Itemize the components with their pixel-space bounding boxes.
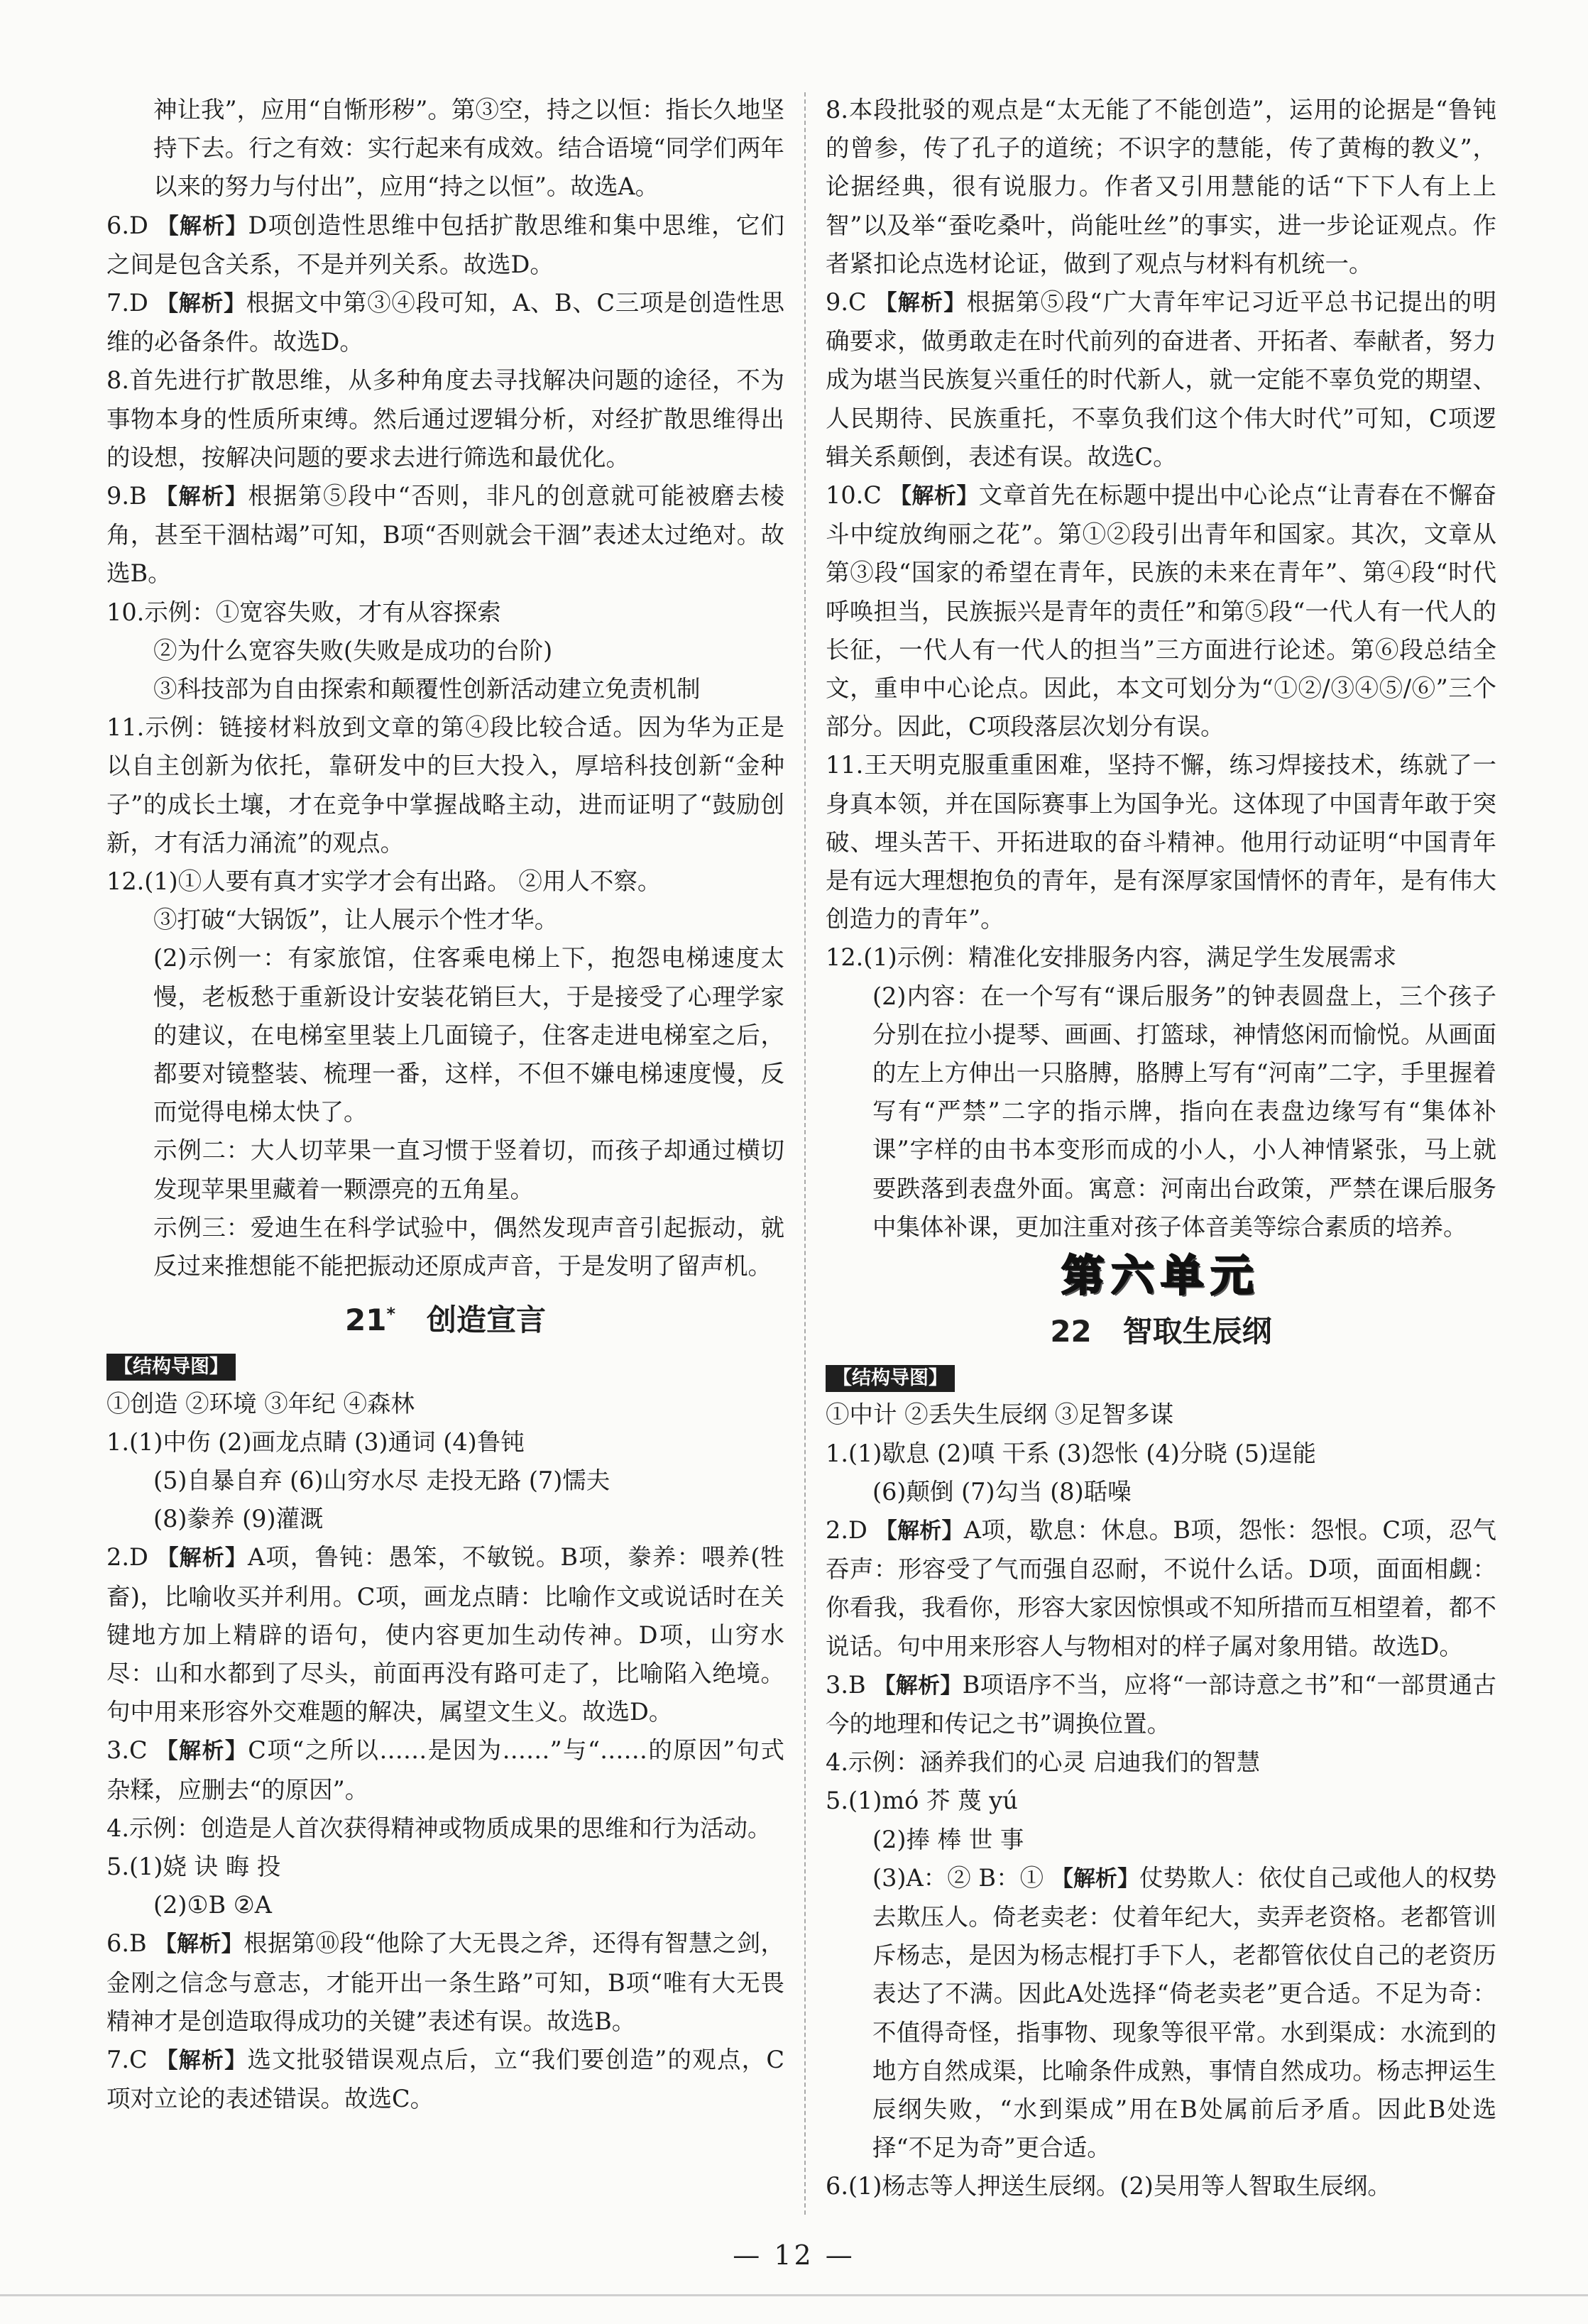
answer-text: 仗势欺人：依仗自己或他人的权势去欺压人。倚老卖老：仗着年纪大，卖弄老资格。老都管训斥杨志，是因为杨志棍打手下人，老都管依仗自己的老资历表达了不满。因此A处选择“倚老卖老”更合适。不足为奇：不值得奇怪，指事物、现象等很平常。水到渠成：水流到的地方自然成渠，比喻条件成熟，事情自然成功。杨志押运生辰纲失败，“水到渠成”用在B处属前后矛盾。因此B处选择“不足为奇”更合适。	[872, 1863, 1497, 2162]
answer-item	[106, 2041, 784, 2118]
answer-number: 6.D	[106, 211, 148, 239]
answer-text: 根据文中第③④段可知，A、B、C三项是创造性思维的必备条件。故选D。	[106, 289, 784, 356]
answer-number: 2.D	[106, 1543, 148, 1572]
answer-line	[826, 1859, 1496, 2168]
answer-item: 4.示例：创造是人首次获得精神或物质成果的思维和行为活动。	[106, 1814, 772, 1842]
answer-text: B项语序不当，应将“一部诗意之书”和“一部贯通古今的地理和传记之书”调换位置。	[826, 1670, 1497, 1738]
right-column	[826, 91, 1496, 2206]
unit-title: 第六单元	[1061, 1251, 1261, 1302]
answer-text: A项，鲁钝：愚笨，不敏锐。B项，豢养：喂养(牲畜)，比喻收买并利用。C项，画龙点睛：比喻作文或说话时在关键地方加上精辟的语句，使内容更加生动传神。D项，山穷水尽：山和水都到了尽头，前面再没有路可走了，比喻陷入绝境。句中用来形容外交难题的解决，属望文生义。故选D。	[106, 1543, 784, 1726]
answer-line: (5)自暴自弃 (6)山穷水尽 走投无路 (7)懦夫	[153, 1466, 610, 1494]
answer-item: 8.首先进行扩散思维，从多种角度去寻找解决问题的途径，不为事物本身的性质所束缚。然后通过逻辑分析，对经扩散思维得出的设想，按解决问题的要求去进行筛选和最优化。	[106, 366, 784, 471]
structure-label: 【结构导图】	[826, 1365, 955, 1392]
answer-item: 1.(1)中伤 (2)画龙点睛 (3)通词 (4)鲁钝	[106, 1427, 525, 1456]
answer-item	[106, 1731, 784, 1809]
answer-number: 7.D	[106, 289, 148, 317]
answer-item: 5.(1)mó 芥 蔑 yú	[826, 1787, 1018, 1815]
answer-text: D项创造性思维中包括扩散思维和集中思维，它们之间是包含关系，不是并列关系。故选D。	[106, 211, 785, 278]
answer-number: 9.B	[106, 482, 147, 510]
analysis-tag: 【解析】	[875, 290, 967, 317]
answer-item: 12.(1)示例：精准化安排服务内容，满足学生发展需求	[826, 943, 1397, 972]
answer-item: 12.(1)①人要有真才实学才会有出路。 ②用人不察。	[106, 867, 662, 896]
analysis-tag: 【解析】	[156, 1545, 248, 1572]
answer-item	[106, 1924, 784, 2041]
answer-item	[106, 477, 784, 593]
answer-item: 10.示例：①宽容失败，才有从容探索	[106, 598, 501, 626]
answer-item	[106, 284, 784, 361]
structure-text: ①中计 ②丢失生辰纲 ③足智多谋	[826, 1401, 1174, 1429]
answer-number: 3.C	[106, 1736, 148, 1765]
structure-label: 【结构导图】	[106, 1354, 236, 1381]
answer-line: ③打破“大锅饭”，让人展示个性才华。	[153, 906, 559, 934]
answer-line: (8)豢养 (9)灌溉	[153, 1505, 324, 1533]
answer-number: 7.C	[106, 2045, 148, 2073]
answer-number: 9.C	[826, 288, 867, 317]
answer-number: 6.B	[106, 1929, 147, 1958]
lesson-title	[826, 1309, 1496, 1354]
answer-text: A项，歇息：休息。B项，怨怅：怨恨。C项，忍气吞声：形容受了气而强自忍耐，不说什么话。D项，面面相觑：你看我，我看你，形容大家因惊惧或不知所措而互相望着，都不说话。句中用来形容人与物相对的样子属对象用错。故选D。	[826, 1515, 1496, 1660]
answer-subpart: (3)A：② B：①	[872, 1863, 1044, 1892]
analysis-tag: 【解析】	[156, 291, 246, 317]
answer-number: 3.B	[826, 1670, 866, 1699]
analysis-tag: 【解析】	[155, 484, 248, 510]
answer-item	[106, 1538, 784, 1731]
answer-item	[826, 476, 1496, 746]
answer-text: 文章首先在标题中提出中心论点“让青春在不懈奋斗中绽放绚丽之花”。第①②段引出青年和国家。其次，文章从第③段“国家的希望在青年，民族的未来在青年”、第④段“时代呼唤担当，民族振兴是青年的责任”和第⑤段“一代人有一代人的长征，一代人有一代人的担当”三方面进行论述。第⑥段总结全文，重申中心论点。因此，本文可划分为“①②/③④⑤/⑥”三个部分。因此，C项段落层次划分有误。	[826, 481, 1497, 741]
answer-text: 选文批驳错误观点后，立“我们要创造”的观点，C项对立论的表述错误。故选C。	[106, 2045, 785, 2113]
analysis-tag: 【解析】	[1051, 1865, 1140, 1892]
bottom-rule	[0, 2294, 1588, 2296]
answer-item	[826, 1511, 1496, 1666]
answer-text: C项“之所以……是因为……”与“……的原因”句式杂糅，应删去“的原因”。	[106, 1736, 785, 1804]
answer-number: 2.D	[826, 1515, 867, 1544]
structure-text: ①创造 ②环境 ③年纪 ④森林	[106, 1389, 415, 1418]
answer-item: 4.示例：涵养我们的心灵 启迪我们的智慧	[826, 1748, 1261, 1777]
answer-line: 示例三：爱迪生在科学试验中，偶然发现声音引起振动，就反过来推想能不能把振动还原成声音，于是发明了留声机。	[153, 1213, 784, 1281]
analysis-tag: 【解析】	[155, 2047, 248, 2073]
lesson-title	[106, 1291, 784, 1343]
answer-item	[826, 1666, 1496, 1743]
answer-item: 6.(1)杨志等人押送生辰纲。(2)吴用等人智取生辰纲。	[826, 2172, 1391, 2200]
analysis-tag: 【解析】	[155, 1738, 248, 1765]
answer-line: (2)内容：在一个写有“课后服务”的钟表圆盘上，三个孩子分别在拉小提琴、画画、打篮球，神情悠闲而愉悦。从画面的左上方伸出一只胳膊，胳膊上写有“河南”二字，手里握着写有“严禁”二字的指示牌，指向在表盘边缘写有“集体补课”字样的由书本变形而成的小人，小人神情紧张，马上就要跌落到表盘外面。寓意：河南出台政策，严禁在课后服务中集体补课，更加注重对孩子体音美等综合素质的培养。	[872, 982, 1496, 1241]
answer-line: ②为什么宽容失败(失败是成功的台阶)	[153, 636, 553, 664]
unit-banner	[826, 1249, 1496, 1303]
answer-line: (2)捧 棒 世 事	[872, 1825, 1024, 1853]
answer-line: (6)颠倒 (7)勾当 (8)聒噪	[872, 1477, 1132, 1506]
answer-text: 根据第⑤段中“否则，非凡的创意就可能被磨去棱角，甚至干涸枯竭”可知，B项“否则就会干涸”表述太过绝对。故选B。	[106, 482, 784, 588]
answer-item	[826, 283, 1496, 476]
left-column	[106, 91, 784, 2118]
analysis-tag: 【解析】	[889, 483, 979, 510]
answer-number: 10.C	[826, 481, 882, 510]
lesson-name: 智取生辰纲	[1122, 1314, 1272, 1349]
answer-item: 1.(1)歇息 (2)嗔 干系 (3)怨怅 (4)分晓 (5)逞能	[826, 1439, 1316, 1467]
answer-item: 11.王天明克服重重困难，坚持不懈，练习焊接技术，练就了一身真本领，并在国际赛事上为国争光。这体现了中国青年敢于突破、埋头苦干、开拓进取的奋斗精神。他用行动证明“中国青年是有远大理想抱负的青年，是有深厚家国情怀的青年，是有伟大创造力的青年”。	[826, 751, 1496, 933]
lesson-star: *	[386, 1304, 396, 1325]
column-divider	[804, 92, 806, 2215]
lesson-number: 22	[1050, 1314, 1092, 1349]
answer-text: 神让我”，应用“自惭形秽”。第③空，持之以恒：指长久地坚持下去。行之有效：实行起来有成效。结合语境“同学们两年以来的努力与付出”，应用“持之以恒”。故选A。	[153, 96, 784, 201]
answer-text: 根据第⑤段“广大青年牢记习近平总书记提出的明确要求，做勇敢走在时代前列的奋进者、开拓者、奉献者，努力成为堪当民族复兴重任的时代新人，就一定能不辜负党的期望、人民期待、民族重托，不辜负我们这个伟大时代”可知，C项逻辑关系颠倒，表述有误。故选C。	[826, 288, 1496, 471]
analysis-tag: 【解析】	[875, 1518, 964, 1544]
answer-line: 示例二：大人切苹果一直习惯于竖着切，而孩子却通过横切发现苹果里藏着一颗漂亮的五角星。	[153, 1136, 784, 1203]
page-number: — 12 —	[733, 2240, 855, 2271]
answer-item: 11.示例：链接材料放到文章的第④段比较合适。因为华为正是以自主创新为依托，靠研发中的巨大投入，厚培科技创新“金种子”的成长土壤，才在竞争中掌握战略主动，进而证明了“鼓励创新，才有活力涌流”的观点。	[106, 713, 784, 857]
answer-line: (2)示例一：有家旅馆，住客乘电梯上下，抱怨电梯速度太慢，老板愁于重新设计安装花销巨大，于是接受了心理学家的建议，在电梯室里装上几面镜子，住客走进电梯室之后，都要对镜整装、梳理一番，这样，不但不嫌电梯速度慢，反而觉得电梯太快了。	[153, 944, 784, 1127]
analysis-tag: 【解析】	[154, 1931, 244, 1958]
answer-item: 8.本段批驳的观点是“太无能了不能创造”，运用的论据是“鲁钝的曾参，传了孔子的道统；不识字的慧能，传了黄梅的教义”，论据经典，很有说服力。作者又引用慧能的话“下下人有上上智”以及举“蚕吃桑叶，尚能吐丝”的事实，进一步论证观点。作者紧扣论点选材论证，做到了观点与材料有机统一。	[826, 96, 1496, 278]
analysis-tag: 【解析】	[873, 1672, 963, 1699]
analysis-tag: 【解析】	[156, 213, 248, 239]
answer-item	[106, 207, 784, 284]
lesson-name: 创造宣言	[426, 1303, 546, 1338]
answer-text: 根据第⑩段“他除了大无畏之斧，还得有智慧之剑，金刚之信念与意志，才能开出一条生路”可知，B项“唯有大无畏精神才是创造取得成功的关键”表述有误。故选B。	[106, 1929, 785, 2035]
answer-line: ③科技部为自由探索和颠覆性创新活动建立免责机制	[153, 675, 701, 703]
answer-item: 5.(1)娆 诀 晦 投	[106, 1852, 281, 1880]
lesson-number: 21	[345, 1303, 387, 1338]
answer-line: (2)①B ②A	[153, 1891, 272, 1919]
